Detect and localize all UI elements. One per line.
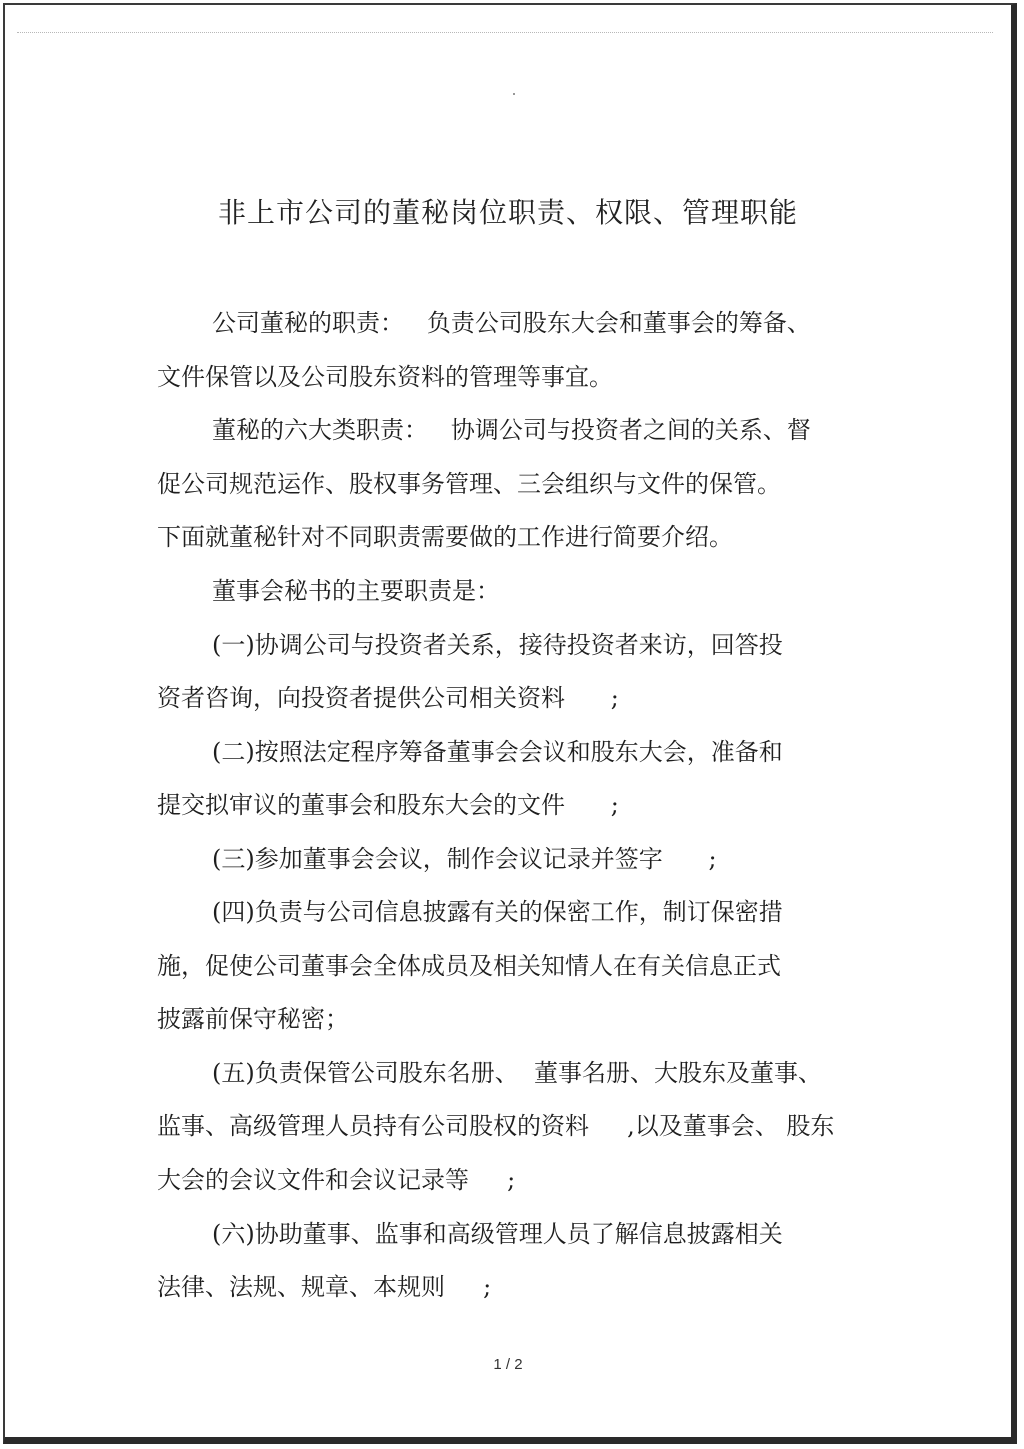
body-line: (五)负责保管公司股东名册、 董事名册、大股东及董事、 xyxy=(212,1059,822,1087)
body-line: 施，促使公司董事会全体成员及相关知情人在有关信息正式 xyxy=(157,952,781,980)
body-line: 下面就董秘针对不同职责需要做的工作进行简要介绍。 xyxy=(157,523,733,551)
header-dotted-rule xyxy=(17,32,993,33)
body-line: 法律、法规、规章、本规则 ; xyxy=(157,1273,492,1301)
header-dot xyxy=(513,93,515,95)
body-line: 董事会秘书的主要职责是： xyxy=(212,577,500,605)
document-title: 非上市公司的董秘岗位职责、权限、管理职能 xyxy=(217,196,798,229)
body-line: (四)负责与公司信息披露有关的保密工作，制订保密措 xyxy=(212,898,783,926)
body-line: 披露前保守秘密； xyxy=(157,1005,349,1033)
body-line: 促公司规范运作、股权事务管理、三会组织与文件的保管。 xyxy=(157,470,781,498)
body-line: 提交拟审议的董事会和股东大会的文件 ; xyxy=(157,791,619,819)
page-number: 1 / 2 xyxy=(493,1356,523,1373)
body-line: 公司董秘的职责： 负责公司股东大会和董事会的筹备、 xyxy=(212,309,811,337)
body-line: (二)按照法定程序筹备董事会会议和股东大会，准备和 xyxy=(212,738,783,766)
body-line: (三)参加董事会会议，制作会议记录并签字 ; xyxy=(212,845,717,873)
body-line: 文件保管以及公司股东资料的管理等事宜。 xyxy=(157,363,613,391)
body-line: 大会的会议文件和会议记录等 ; xyxy=(157,1166,516,1194)
document-page xyxy=(3,3,1017,1444)
body-line: (一)协调公司与投资者关系，接待投资者来访，回答投 xyxy=(212,631,783,659)
body-line: 资者咨询，向投资者提供公司相关资料 ; xyxy=(157,684,619,712)
body-line: 董秘的六大类职责： 协调公司与投资者之间的关系、督 xyxy=(212,416,811,444)
body-line: 监事、高级管理人员持有公司股权的资料 ,以及董事会、 股东 xyxy=(157,1112,835,1140)
body-line: (六)协助董事、监事和高级管理人员了解信息披露相关 xyxy=(212,1220,783,1248)
